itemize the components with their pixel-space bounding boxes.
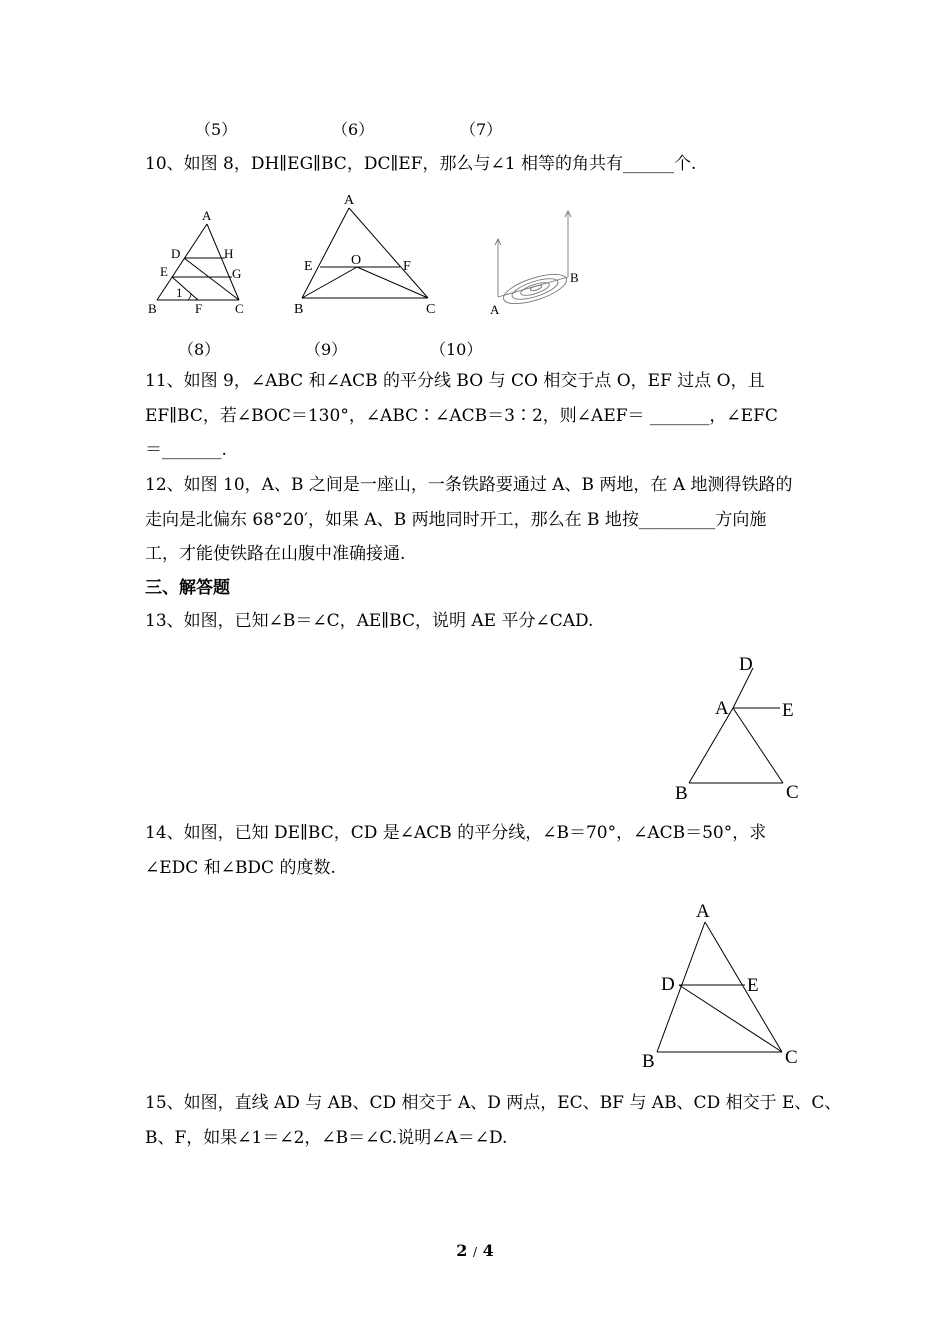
q13-side-ac <box>733 708 783 783</box>
fig9-label-a: A <box>344 193 355 208</box>
fig8-label-h: H <box>224 246 234 261</box>
caption-figure-9: （9） <box>305 340 348 359</box>
figure-q14 <box>635 895 810 1080</box>
question-11-line-3: ＝_______. <box>145 440 227 460</box>
q13-label-d: D <box>739 654 753 675</box>
q14-label-b: B <box>642 1051 655 1072</box>
fig8-label-d: D <box>171 246 181 261</box>
figure-8 <box>140 200 260 325</box>
fig9-label-c: C <box>426 302 436 317</box>
question-15-line-1: 15、如图，直线 AD 与 AB、CD 相交于 A、D 两点，EC、BF 与 AB、CD 相交于 E、C、 <box>145 1093 842 1113</box>
fig9-label-e: E <box>304 259 313 274</box>
page-number <box>0 1241 950 1260</box>
figure-10 <box>485 205 595 320</box>
figure-9 <box>285 188 450 323</box>
fig9-label-f: F <box>403 259 411 274</box>
section-3-heading: 三、解答题 <box>145 578 230 598</box>
fig10-label-a: A <box>490 302 500 317</box>
page-total: 4 <box>482 1241 494 1260</box>
fig8-angle-1-arc <box>188 293 191 300</box>
question-12-line-3: 工，才能使铁路在山腹中准确接通. <box>145 544 406 564</box>
fig9-label-o: O <box>351 253 362 268</box>
q14-label-d: D <box>661 974 675 995</box>
caption-figure-6: （6） <box>332 120 375 139</box>
q14-segment-dc <box>679 985 782 1052</box>
question-14-line-1: 14、如图，已知 DE∥BC，CD 是∠ACB 的平分线，∠B＝70°，∠ACB＝50°，求 <box>145 823 767 843</box>
fig8-label-c: C <box>235 301 244 316</box>
fig8-label-b: B <box>148 301 157 316</box>
fig8-label-a: A <box>202 208 212 223</box>
fig10-label-b: B <box>570 270 579 285</box>
caption-figure-8: （8） <box>178 340 221 359</box>
q13-label-c: C <box>786 782 799 803</box>
q14-side-ac <box>705 922 782 1052</box>
fig8-label-1: 1 <box>176 285 183 300</box>
fig9-segment-co <box>357 267 428 298</box>
q14-label-a: A <box>696 901 710 922</box>
page-current: 2 <box>456 1241 468 1260</box>
fig8-side-ac <box>207 224 242 300</box>
q13-label-a: A <box>715 698 729 719</box>
question-11-line-1: 11、如图 9，∠ABC 和∠ACB 的平分线 BO 与 CO 相交于点 O，EF 过点 O，且 <box>145 371 765 391</box>
q14-label-e: E <box>747 975 759 996</box>
q13-label-b: B <box>675 783 688 804</box>
q13-label-e: E <box>782 700 794 721</box>
caption-figure-7: （7） <box>460 120 503 139</box>
q13-side-ab <box>689 708 733 783</box>
fig10-mountain-contour-3 <box>519 280 550 298</box>
figure-q13 <box>665 648 815 808</box>
question-10: 10、如图 8，DH∥EG∥BC，DC∥EF，那么与∠1 相等的角共有______个. <box>145 154 697 174</box>
fig10-mountain-contour-2 <box>510 274 560 303</box>
caption-figure-10: （10） <box>430 340 483 359</box>
fig10-mountain-contour-1 <box>500 268 570 309</box>
fig8-label-g: G <box>232 266 242 281</box>
fig8-segment-dc <box>184 258 242 300</box>
fig8-label-e: E <box>160 264 168 279</box>
fig8-label-f: F <box>195 301 203 316</box>
caption-figure-5: （5） <box>195 120 238 139</box>
question-15-line-2: B、F，如果∠1＝∠2，∠B＝∠C.说明∠A＝∠D. <box>145 1128 508 1148</box>
question-12-line-2: 走向是北偏东 68°20′，如果 A、B 两地同时开工，那么在 B 地按_________方向施 <box>145 510 767 530</box>
question-11-line-2: EF∥BC，若∠BOC＝130°，∠ABC∶∠ACB＝3∶2，则∠AEF＝ _______，∠EFC <box>145 406 778 426</box>
q14-label-c: C <box>785 1047 798 1068</box>
fig9-label-b: B <box>294 302 304 317</box>
question-13: 13、如图，已知∠B＝∠C，AE∥BC，说明 AE 平分∠CAD. <box>145 611 594 631</box>
question-14-line-2: ∠EDC 和∠BDC 的度数. <box>145 858 336 878</box>
question-12-line-1: 12、如图 10，A、B 之间是一座山，一条铁路要通过 A、B 两地，在 A 地测得铁路的 <box>145 475 793 495</box>
page-separator: / <box>472 1245 478 1259</box>
